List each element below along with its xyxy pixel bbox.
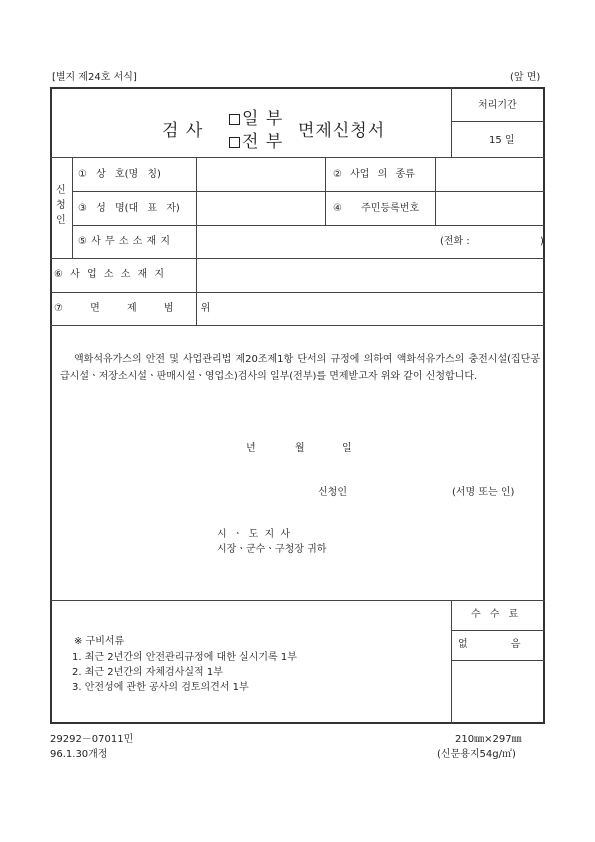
document-item-3: 3. 안전성에 관한 공사의 검토의견서 1부 (72, 682, 249, 693)
applicant-label-2: 청 (56, 200, 66, 211)
date-day: 일 (342, 443, 352, 454)
statement-text: 액화석유가스의 안전 및 사업관리법 제20조제1항 단서의 규정에 의하여 액화석유가스의 충전시설(집단공급시설ㆍ저장소시설ㆍ판매시설ㆍ영업소)검사의 일부(전부)를 면제받고자 위와 같이 신청합니다. (60, 354, 540, 382)
signature-note: (서명 또는 인) (452, 487, 515, 498)
title-option-full: 전 부 (229, 127, 283, 152)
fee-label: 수 수 료 (471, 609, 519, 620)
processing-label: 처리기간 (478, 100, 517, 111)
vrule-mid2 (435, 157, 436, 225)
vrule-processing (451, 87, 452, 157)
recipient-line2: 시장ㆍ군수ㆍ구청장 귀하 (217, 544, 327, 555)
form-number: [별지 제24호 서식] (52, 72, 137, 83)
applicant-label-1: 신 (56, 185, 66, 196)
footer-size: 210㎜×297㎜ (455, 734, 522, 745)
rule-applicant (50, 258, 545, 259)
phone-label: (전화 : (440, 236, 470, 247)
document-item-2: 2. 최근 2년간의 자체검사실적 1부 (72, 667, 223, 678)
title-suffix: 면제신청서 (298, 121, 386, 141)
form-side: (앞 면) (510, 72, 541, 83)
office-label: ⑤ 사 무 소 소 재 지 (78, 236, 170, 247)
checkbox-partial[interactable] (229, 114, 240, 125)
rule-processing (451, 121, 545, 122)
checkbox-full[interactable] (229, 137, 240, 148)
document-item-1: 1. 최근 2년간의 안전관리규정에 대한 실시기록 1부 (72, 652, 297, 663)
rule-title (50, 157, 545, 158)
company-label: ① 상 호(명 칭) (78, 169, 161, 180)
signature-label: 신청인 (318, 487, 347, 498)
site-label: ⑥ 사 업 소 소 재 지 (54, 269, 164, 280)
scope-label: ⑦ 면 제 범 위 (54, 303, 211, 314)
rule-row1 (72, 191, 545, 192)
rule-scope (50, 325, 545, 326)
title-prefix: 검 사 (162, 121, 204, 141)
vrule-applicant-group (72, 157, 73, 258)
business-type-label: ② 사업 의 종류 (333, 169, 415, 180)
documents-header: ※ 구비서류 (74, 636, 125, 647)
vrule-label-col (196, 157, 197, 325)
processing-value: 15 일 (489, 135, 515, 146)
rule-statement (50, 600, 545, 601)
rule-site (50, 292, 545, 293)
footer-code: 29292－07011민 (50, 734, 134, 745)
phone-close: ) (540, 236, 544, 247)
footer-revised: 96.1.30개정 (50, 749, 108, 760)
date-year: 년 (246, 443, 256, 454)
name-label: ③ 성 명(대 표 자) (78, 203, 180, 214)
rule-fee-value (451, 660, 545, 661)
footer-paper: (신문용지54g/㎡) (437, 749, 516, 760)
form-frame (50, 87, 545, 724)
applicant-label-3: 인 (56, 215, 66, 226)
id-label: ④ 주민등록번호 (333, 203, 420, 214)
rule-fee (451, 630, 545, 631)
rule-row2 (72, 225, 545, 226)
date-month: 월 (295, 443, 305, 454)
vrule-fee (451, 600, 452, 724)
vrule-mid (325, 157, 326, 225)
title-option-partial: 일 부 (229, 104, 283, 129)
recipient-line1: 시 ㆍ 도 지 사 (217, 529, 291, 540)
fee-value: 없 음 (458, 639, 521, 650)
